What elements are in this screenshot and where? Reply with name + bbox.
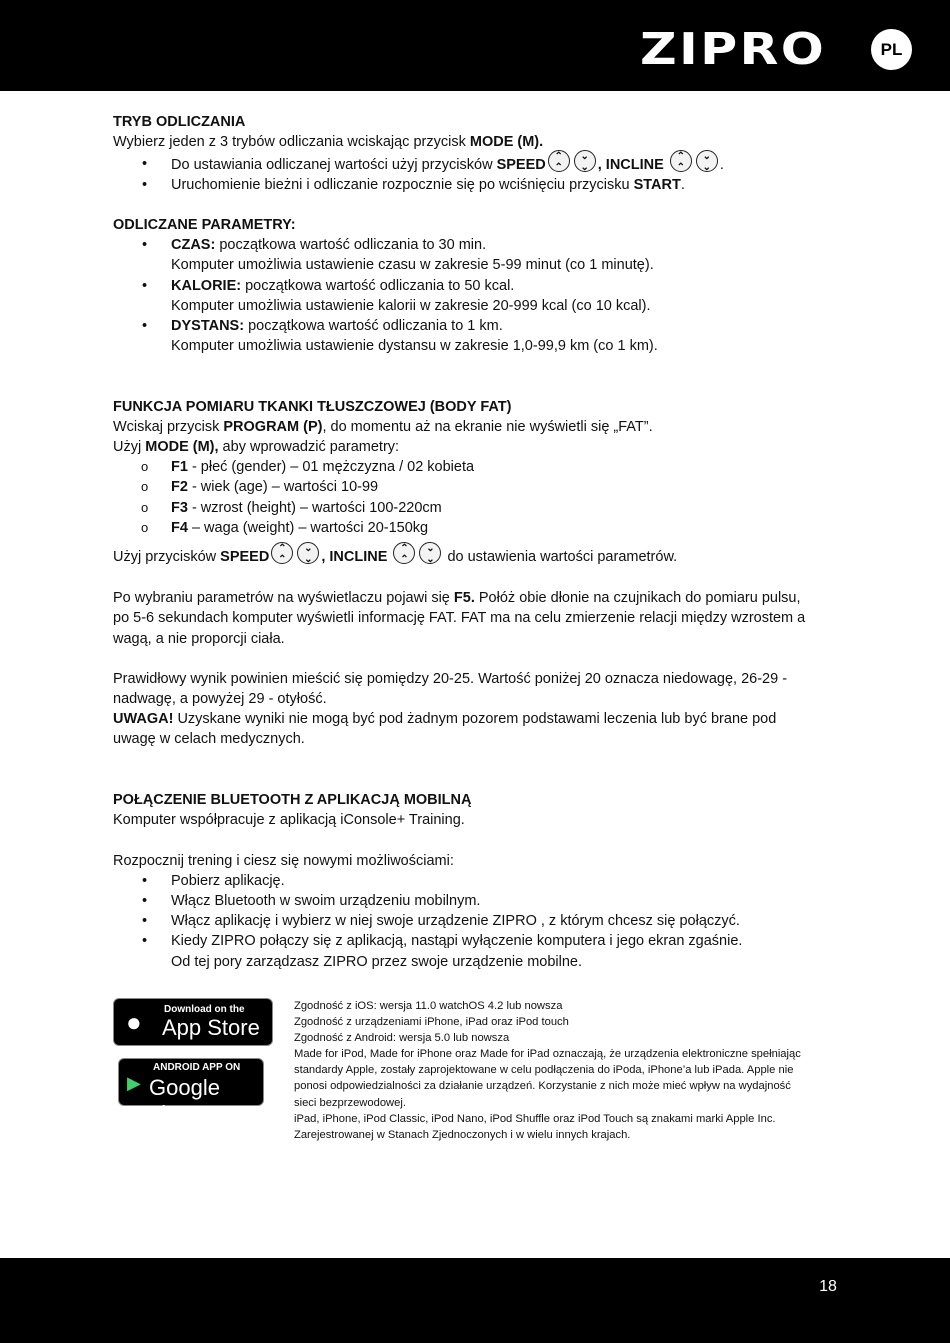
paragraph: uwagę w celach medycznych. — [113, 731, 305, 748]
paragraph: wagą, a nie proporcji ciała. — [113, 630, 285, 647]
arrow-up-icon: ⌃ ⌃ — [670, 150, 692, 172]
list-item-note: Komputer umożliwia ustawienie czasu w zakresie 5-99 minut (co 1 minutę). — [171, 257, 654, 274]
arrow-down-icon: ⌄ ⌄ — [419, 542, 441, 564]
list-item: • CZAS: początkowa wartość odliczania to 30 min. — [113, 235, 853, 255]
paragraph: Rozpocznij trening i ciesz się nowymi możliwościami: — [113, 852, 454, 869]
list-item: • Włącz Bluetooth w swoim urządzeniu mobilnym. — [113, 891, 853, 911]
google-play-badge[interactable]: ▶ ANDROID APP ON Google play — [118, 1058, 264, 1106]
paragraph: po 5-6 sekundach komputer wyświetli informację FAT. FAT ma na celu zmierzenie relacji między wzrostem a — [113, 610, 806, 627]
list-item: • Kiedy ZIPRO połączy się z aplikacją, nastąpi wyłączenie komputera i jego ekran zgaśnie. — [113, 931, 853, 951]
list-item: • Pobierz aplikację. — [113, 871, 853, 891]
compat-line: standardy Apple, zostały zaprojektowane w celu podłączenia do iPoda, iPhone’a lub iPada. Apple nie — [294, 1064, 794, 1077]
section-title-fat: FUNKCJA POMIARU TKANKI TŁUSZCZOWEJ (BODY FAT) — [113, 398, 512, 415]
circle-bullet-icon: o — [141, 519, 149, 535]
page-header — [0, 0, 950, 91]
list-item: o F2 - wiek (age) – wartości 10-99 — [113, 477, 853, 497]
section-title-tryb: TRYB ODLICZANIA — [113, 114, 246, 130]
circle-bullet-icon: o — [141, 499, 149, 515]
apple-icon: ● — [126, 1007, 142, 1037]
zipro-logo: ZIPRO — [640, 24, 827, 75]
paragraph: Komputer współpracuje z aplikacją iConsole+ Training. — [113, 812, 465, 829]
bullet-icon: • — [142, 237, 148, 254]
circle-bullet-icon: o — [141, 479, 149, 495]
bullet-icon: • — [142, 156, 148, 173]
language-badge: PL — [871, 29, 912, 70]
compat-line: Zgodność z iOS: wersja 11.0 watchOS 4.2 lub nowsza — [294, 1000, 563, 1012]
warning: UWAGA! Uzyskane wyniki nie mogą być pod żadnym pozorem podstawami leczenia lub być brane pod — [113, 711, 777, 728]
compat-line: Zarejestrowanej w Stanach Zjednoczonych i w wielu innych krajach. — [294, 1128, 631, 1141]
app-store-badge[interactable]: ● Download on the App Store — [113, 998, 273, 1046]
section-title-params: ODLICZANE PARAMETRY: — [113, 216, 296, 233]
list-item: o F3 - wzrost (height) – wartości 100-220cm — [113, 498, 853, 518]
list-item-note: Komputer umożliwia ustawienie dystansu w zakresie 1,0-99,9 km (co 1 km). — [171, 338, 658, 355]
arrow-up-icon: ⌃ ⌃ — [271, 542, 293, 564]
section-title-bluetooth: POŁĄCZENIE BLUETOOTH Z APLIKACJĄ MOBILNĄ — [113, 792, 472, 808]
arrow-up-icon: ⌃ ⌃ — [548, 150, 570, 172]
paragraph: Wciskaj przycisk PROGRAM (P), do momentu aż na ekranie nie wyświetli się „FAT”. — [113, 418, 653, 435]
bullet-icon: • — [142, 317, 148, 334]
list-item: • DYSTANS: początkowa wartość odliczania to 1 km. — [113, 316, 853, 336]
list-item: • Włącz aplikację i wybierz w niej swoje urządzenie ZIPRO , z którym chcesz się połączyć. — [113, 911, 853, 931]
list-item: • KALORIE: początkowa wartość odliczania to 50 kcal. — [113, 276, 853, 296]
paragraph: Użyj MODE (M), aby wprowadzić parametry: — [113, 439, 400, 455]
list-item: o F4 – waga (weight) – wartości 20-150kg — [113, 518, 853, 538]
bullet-icon: • — [142, 872, 148, 889]
bullet-icon: • — [142, 913, 148, 930]
compat-line: Zgodność z urządzeniami iPhone, iPad oraz iPod touch — [294, 1016, 569, 1029]
paragraph: Prawidłowy wynik powinien mieścić się pomiędzy 20-25. Wartość poniżej 20 oznacza niedowagę, 26-29 - — [113, 670, 788, 687]
arrow-down-icon: ⌄ ⌄ — [696, 150, 718, 172]
bullet-icon: • — [142, 277, 148, 294]
list-item-note: Komputer umożliwia ustawienie kalorii w zakresie 20-999 kcal (co 10 kcal). — [171, 297, 651, 314]
list-item: o F1 - płeć (gender) – 01 mężczyzna / 02 kobieta — [113, 457, 853, 477]
list-item: • Do ustawiania odliczanej wartości użyj przycisków SPEED⌃ ⌃⌄ ⌄ , INCLINE ⌃ ⌃⌄ ⌄ . — [142, 151, 724, 174]
paragraph: Użyj przycisków SPEED⌃ ⌃⌄ ⌄ , INCLINE ⌃ ⌃⌄ ⌄ do ustawienia wartości parametrów. — [113, 542, 678, 565]
list-item-note: Od tej pory zarządzasz ZIPRO przez swoje urządzenie mobilne. — [171, 953, 583, 970]
store-badges — [113, 998, 273, 1126]
page-footer — [0, 1258, 950, 1343]
circle-bullet-icon: o — [141, 459, 149, 475]
page-number: 18 — [819, 1278, 837, 1295]
bullet-icon: • — [142, 892, 148, 909]
compat-line: Zgodność z Android: wersja 5.0 lub nowsza — [294, 1032, 510, 1045]
arrow-down-icon: ⌄ ⌄ — [574, 150, 596, 172]
compat-line: sieci bezprzewodowej. — [294, 1096, 406, 1109]
list-item: • Uruchomienie bieżni i odliczanie rozpocznie się po wciśnięciu przycisku START. — [113, 175, 853, 195]
compat-line: ponosi odpowiedzialności za działanie urządzeń. Korzystanie z nich może mieć wpływ na wydajność — [294, 1080, 791, 1093]
bullet-icon: • — [142, 933, 148, 950]
page-content — [113, 112, 853, 972]
compat-line: iPad, iPhone, iPod Classic, iPod Nano, iPod Shuffle oraz iPod Touch są znakami marki Apple Inc. — [294, 1112, 776, 1125]
compat-line: Made for iPod, Made for iPhone oraz Made for iPad oznaczają, że urządzenia elektroniczne spełniając — [294, 1048, 801, 1061]
paragraph: Po wybraniu parametrów na wyświetlaczu pojawi się F5. Połóż obie dłonie na czujnikach do pomiaru pulsu, — [113, 590, 801, 607]
arrow-down-icon: ⌄ ⌄ — [297, 542, 319, 564]
play-icon: ▶ — [127, 1073, 141, 1093]
compatibility-notes — [294, 998, 834, 1143]
arrow-up-icon: ⌃ ⌃ — [393, 542, 415, 564]
tryb-intro: Wybierz jeden z 3 trybów odliczania wciskając przycisk MODE (M). — [113, 134, 544, 151]
bullet-icon: • — [142, 176, 148, 193]
paragraph: nadwagę, a powyżej 29 - otyłość. — [113, 691, 327, 708]
